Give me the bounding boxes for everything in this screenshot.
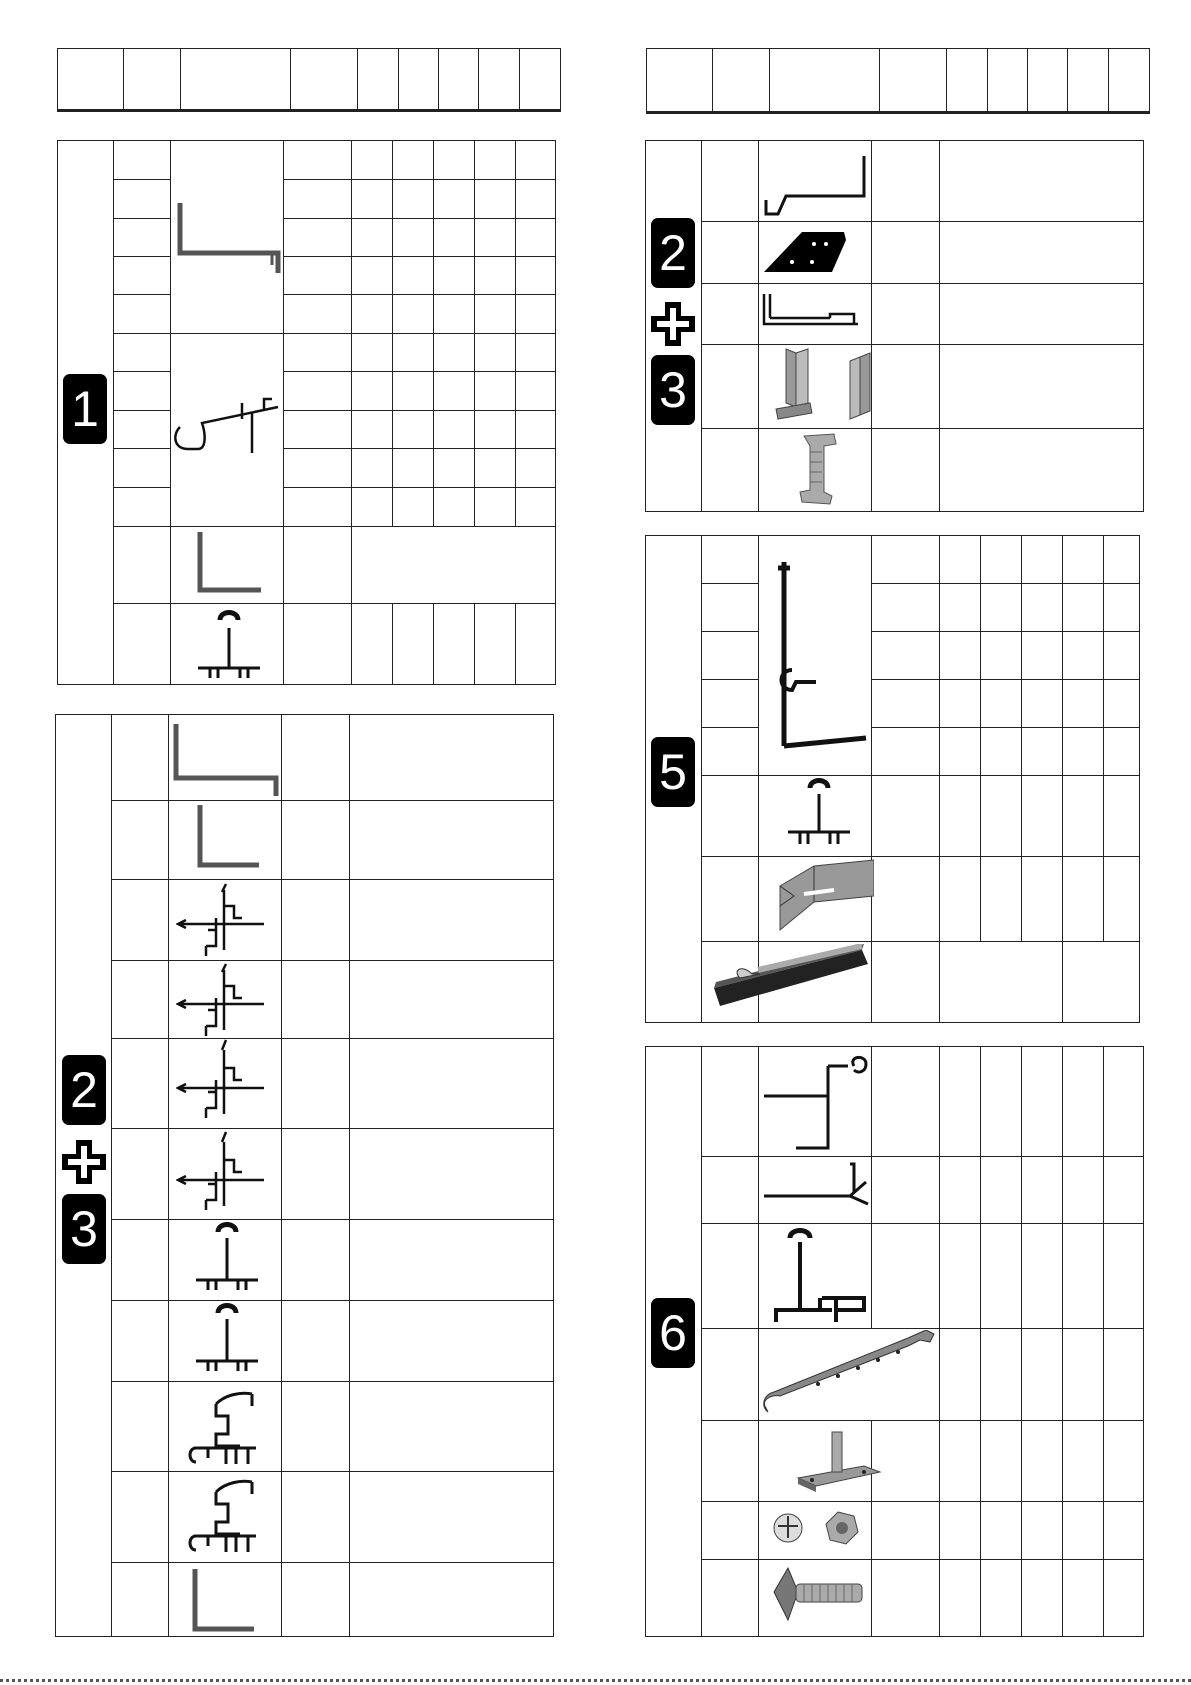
screw-nut-icon xyxy=(768,1504,864,1554)
hook-rail-profile-icon xyxy=(760,152,868,216)
plus-icon xyxy=(60,1138,108,1186)
plus-icon xyxy=(649,300,697,348)
panel-23-right-badge-top: 2 xyxy=(651,218,695,288)
panel-6-badge: 6 xyxy=(651,1298,695,1368)
hook-rail-profile-icon xyxy=(170,395,285,455)
left-header-table xyxy=(57,48,561,112)
panel-1-badge: 1 xyxy=(63,374,107,444)
margin-mark xyxy=(645,778,646,858)
panel-23-left-table xyxy=(55,714,554,1637)
bracket-icon xyxy=(758,290,868,330)
panel-23-right-table xyxy=(645,140,1144,512)
clip-icon xyxy=(794,432,844,506)
mullion-profile-icon xyxy=(770,560,870,752)
bolt-icon xyxy=(768,1562,868,1628)
c-channel-profile-icon xyxy=(170,722,282,796)
gasket-strip-icon xyxy=(712,944,872,1014)
panel-23-left-badge-bottom: 3 xyxy=(62,1194,106,1264)
mullion-profile-icon xyxy=(774,856,874,932)
mullion-profile-icon xyxy=(176,960,268,1036)
stay-arm-icon xyxy=(758,1330,938,1416)
panel-1-table xyxy=(57,140,556,685)
panel-23-right-badge-bottom: 3 xyxy=(651,355,695,425)
t-profile-icon xyxy=(786,778,852,848)
t-profile-icon xyxy=(194,1222,260,1292)
panel-5-badge: 5 xyxy=(651,737,695,807)
hook-rail-profile-icon xyxy=(762,1052,874,1152)
glazing-bead-profile-icon xyxy=(186,1474,266,1558)
t-profile-icon xyxy=(194,1303,260,1373)
mullion-profile-icon xyxy=(772,1228,872,1324)
corner-plate-icon xyxy=(762,228,848,276)
angle-profile-icon xyxy=(190,1567,256,1633)
page-bottom-border xyxy=(0,1679,1191,1682)
angle-profile-icon xyxy=(195,530,265,596)
clip-icon xyxy=(772,345,882,429)
glazing-bead-profile-icon xyxy=(186,1386,266,1470)
mullion-profile-icon xyxy=(176,1128,268,1212)
mullion-profile-icon xyxy=(176,880,268,956)
t-profile-icon xyxy=(196,608,262,680)
right-header-table xyxy=(646,48,1150,114)
angle-profile-icon xyxy=(195,803,261,869)
c-channel-profile-icon xyxy=(172,195,284,275)
bracket-icon xyxy=(762,1162,874,1210)
mullion-profile-icon xyxy=(176,1036,268,1120)
pivot-icon xyxy=(794,1428,884,1498)
panel-23-left-badge-top: 2 xyxy=(62,1055,106,1125)
